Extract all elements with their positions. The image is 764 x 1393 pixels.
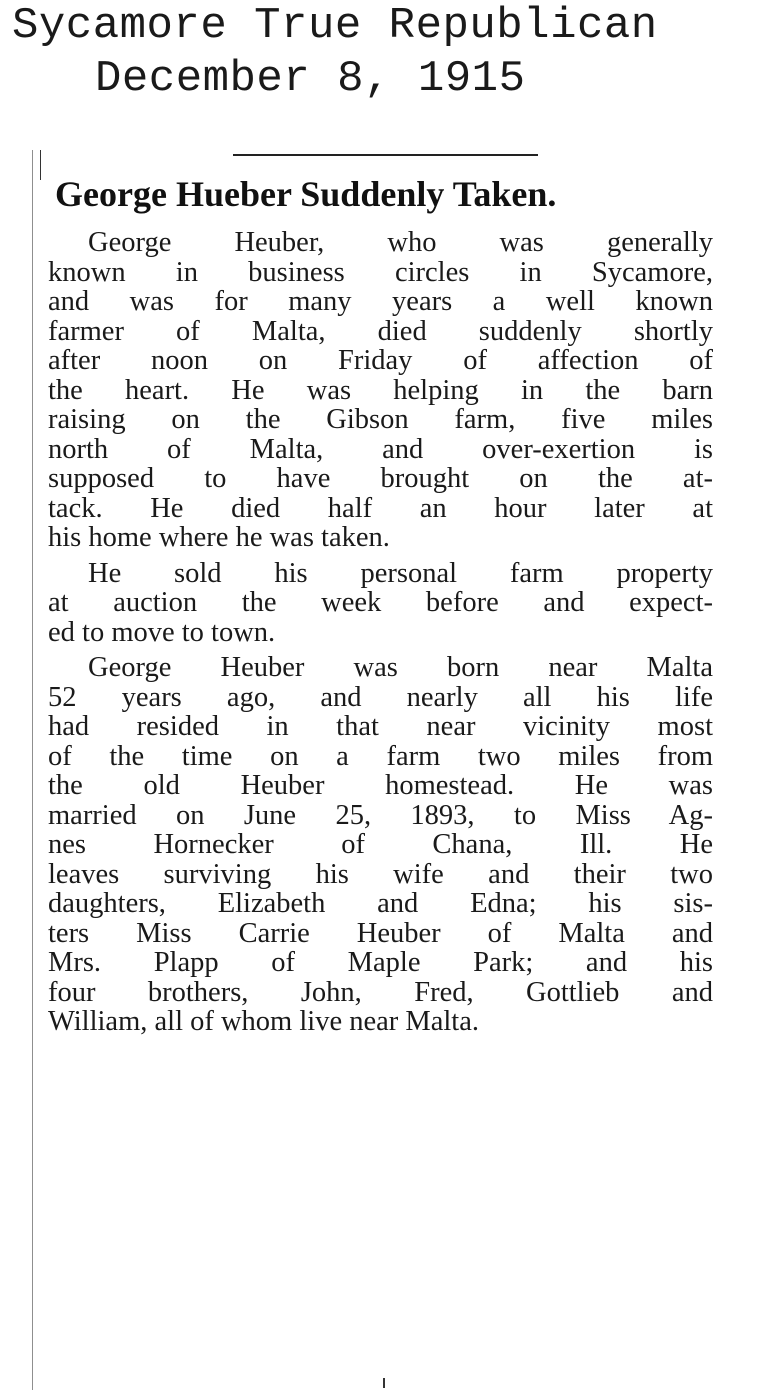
text-line: had resided in that near vicinity most (48, 711, 713, 742)
text-line: ed to move to town. (48, 616, 276, 648)
text-line: at auction the week before and expect- (48, 587, 713, 618)
article-paragraph (48, 228, 713, 553)
text-line: tack. He died half an hour later at (48, 492, 713, 524)
text-line: George Heuber, who was generally (88, 227, 713, 258)
column-border (32, 150, 33, 1390)
text-line: and was for many years a well known (48, 286, 713, 317)
scan-speck (40, 150, 41, 180)
text-line: of the time on a farm two miles from (48, 740, 713, 772)
scan-speck (383, 1378, 385, 1388)
text-line: supposed to have brought on the at- (48, 463, 713, 494)
text-line: ters Miss Carrie Heuber of Malta and (48, 917, 713, 949)
headline-rule (233, 154, 538, 156)
text-line: leaves surviving his wife and their two (48, 858, 713, 890)
text-line: married on June 25, 1893, to Miss Ag- (48, 799, 713, 831)
text-line: his home where he was taken. (48, 522, 390, 553)
text-line: after noon on Friday of affection of (48, 345, 713, 376)
text-line: raising on the Gibson farm, five miles (48, 404, 713, 435)
text-line: farmer of Malta, died suddenly shortly (48, 315, 713, 347)
article-paragraph (48, 559, 713, 648)
text-line: known in business circles in Sycamore, (48, 256, 713, 288)
text-line: Mrs. Plapp of Maple Park; and his (48, 947, 713, 978)
text-line: He sold his personal farm property (88, 557, 713, 589)
publication-date: December 8, 1915 (95, 54, 526, 104)
publication-name: Sycamore True Republican (12, 1, 658, 51)
article-body (48, 228, 713, 1037)
text-line: 52 years ago, and nearly all his life (48, 681, 713, 713)
text-line: William, all of whom live near Malta. (48, 1006, 479, 1037)
text-line: nes Hornecker of Chana, Ill. He (48, 829, 713, 860)
text-line: the old Heuber homestead. He was (48, 770, 713, 801)
text-line: George Heuber was born near Malta (88, 652, 713, 683)
text-line: four brothers, John, Fred, Gottlieb and (48, 976, 713, 1008)
text-line: daughters, Elizabeth and Edna; his sis- (48, 888, 713, 919)
text-line: the heart. He was helping in the barn (48, 374, 713, 406)
text-line: north of Malta, and over-exertion is (48, 433, 713, 465)
article-paragraph (48, 653, 713, 1037)
article-headline: George Hueber Suddenly Taken. (55, 174, 557, 214)
